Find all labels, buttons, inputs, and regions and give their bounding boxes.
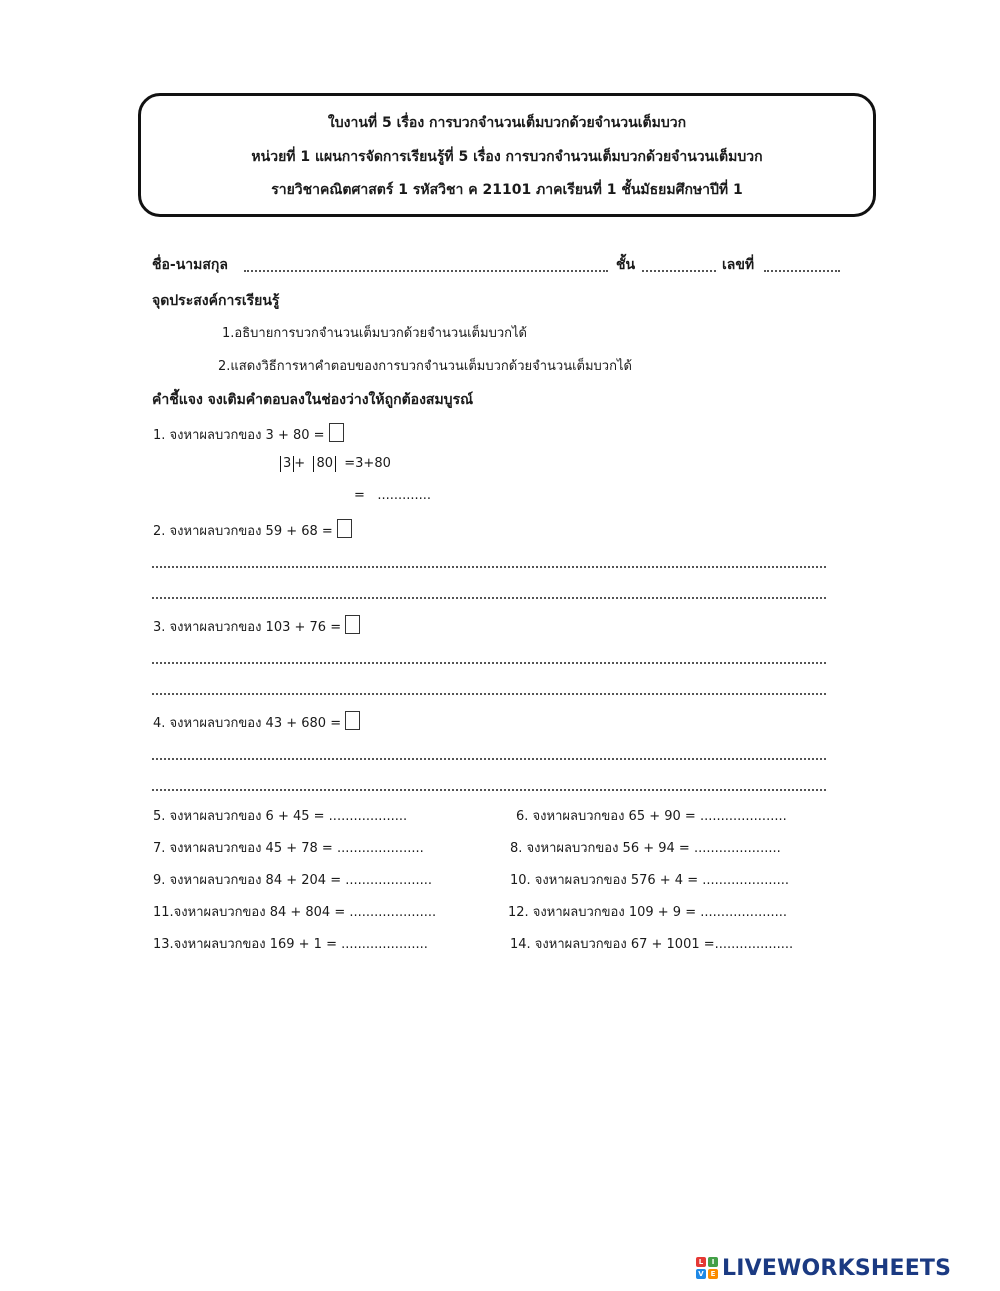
answer-dots[interactable]: ............. xyxy=(377,488,432,503)
answer-line[interactable] xyxy=(152,789,826,791)
question-1-work xyxy=(280,455,391,473)
answer-box[interactable] xyxy=(329,423,344,442)
question-1 xyxy=(153,423,344,445)
name-label: ชื่อ-นามสกุล xyxy=(152,257,228,273)
logo-letter: V xyxy=(696,1269,706,1279)
question-4 xyxy=(153,711,360,733)
answer-line[interactable] xyxy=(152,693,826,695)
number-label: เลขที่ xyxy=(722,257,755,273)
question-13[interactable]: 13.จงหาผลบวกของ 169 + 1 = ..................... xyxy=(153,937,428,952)
question-3 xyxy=(153,615,360,637)
answer-box[interactable] xyxy=(337,519,352,538)
header-course: รายวิชาคณิตศาสตร์ 1 รหัสวิชา ค 21101 ภาคเรียนที่ 1 ชั้นมัธยมศึกษาปีที่ 1 xyxy=(271,182,743,198)
question-1-answer xyxy=(354,487,431,505)
question-2-text: 2. จงหาผลบวกของ 59 + 68 = xyxy=(153,524,333,539)
question-3-text: 3. จงหาผลบวกของ 103 + 76 = xyxy=(153,620,342,635)
logo-letter: E xyxy=(708,1269,718,1279)
answer-line[interactable] xyxy=(152,597,826,599)
abs-value-a: 3 xyxy=(280,456,294,472)
question-14[interactable]: 14. จงหาผลบวกของ 67 + 1001 =................... xyxy=(510,937,794,952)
instructions: คำชี้แจง จงเติมคำตอบลงในช่องว่างให้ถูกต้องสมบูรณ์ xyxy=(152,392,474,408)
logo-letter: I xyxy=(708,1257,718,1267)
question-5[interactable]: 5. จงหาผลบวกของ 6 + 45 = ................... xyxy=(153,809,408,824)
name-field[interactable] xyxy=(244,270,608,272)
question-10[interactable]: 10. จงหาผลบวกของ 576 + 4 = ..................... xyxy=(510,873,789,888)
answer-line[interactable] xyxy=(152,566,826,568)
question-1-text: 1. จงหาผลบวกของ 3 + 80 = xyxy=(153,428,325,443)
number-field[interactable] xyxy=(764,270,840,272)
answer-box[interactable] xyxy=(345,711,360,730)
question-7[interactable]: 7. จงหาผลบวกของ 45 + 78 = ..................... xyxy=(153,841,424,856)
class-label: ชั้น xyxy=(616,257,636,273)
question-11[interactable]: 11.จงหาผลบวกของ 84 + 804 = ..................... xyxy=(153,905,437,920)
liveworksheets-logo xyxy=(696,1253,951,1283)
question-12[interactable]: 12. จงหาผลบวกของ 109 + 9 = ..................... xyxy=(508,905,787,920)
question-4-text: 4. จงหาผลบวกของ 43 + 680 = xyxy=(153,716,342,731)
abs-value-b: 80 xyxy=(313,456,336,472)
plus-sign: + xyxy=(294,456,306,471)
question-9[interactable]: 9. จงหาผลบวกของ 84 + 204 = ..................... xyxy=(153,873,432,888)
objective-item: 1.อธิบายการบวกจำนวนเต็มบวกด้วยจำนวนเต็มบวกได้ xyxy=(222,326,527,341)
question-8[interactable]: 8. จงหาผลบวกของ 56 + 94 = ..................... xyxy=(510,841,781,856)
question-6[interactable]: 6. จงหาผลบวกของ 65 + 90 = ..................... xyxy=(516,809,787,824)
header-title: ใบงานที่ 5 เรื่อง การบวกจำนวนเต็มบวกด้วยจำนวนเต็มบวก xyxy=(327,115,687,131)
equals-sign: = xyxy=(354,488,365,503)
header-unit: หน่วยที่ 1 แผนการจัดการเรียนรู้ที่ 5 เรื่อง การบวกจำนวนเต็มบวกด้วยจำนวนเต็มบวก xyxy=(251,149,763,165)
objective-item: 2.แสดงวิธีการหาคำตอบของการบวกจำนวนเต็มบวกด้วยจำนวนเต็มบวกได้ xyxy=(218,359,632,374)
answer-line[interactable] xyxy=(152,662,826,664)
answer-box[interactable] xyxy=(345,615,360,634)
question-2 xyxy=(153,519,352,541)
work-expression: =3+80 xyxy=(344,456,391,471)
objectives-title: จุดประสงค์การเรียนรู้ xyxy=(152,293,280,309)
class-field[interactable] xyxy=(642,270,716,272)
answer-line[interactable] xyxy=(152,758,826,760)
header-box xyxy=(138,93,876,217)
logo-mark-icon xyxy=(696,1257,718,1279)
logo-text: LIVEWORKSHEETS xyxy=(722,1255,952,1281)
logo-letter: L xyxy=(696,1257,706,1267)
